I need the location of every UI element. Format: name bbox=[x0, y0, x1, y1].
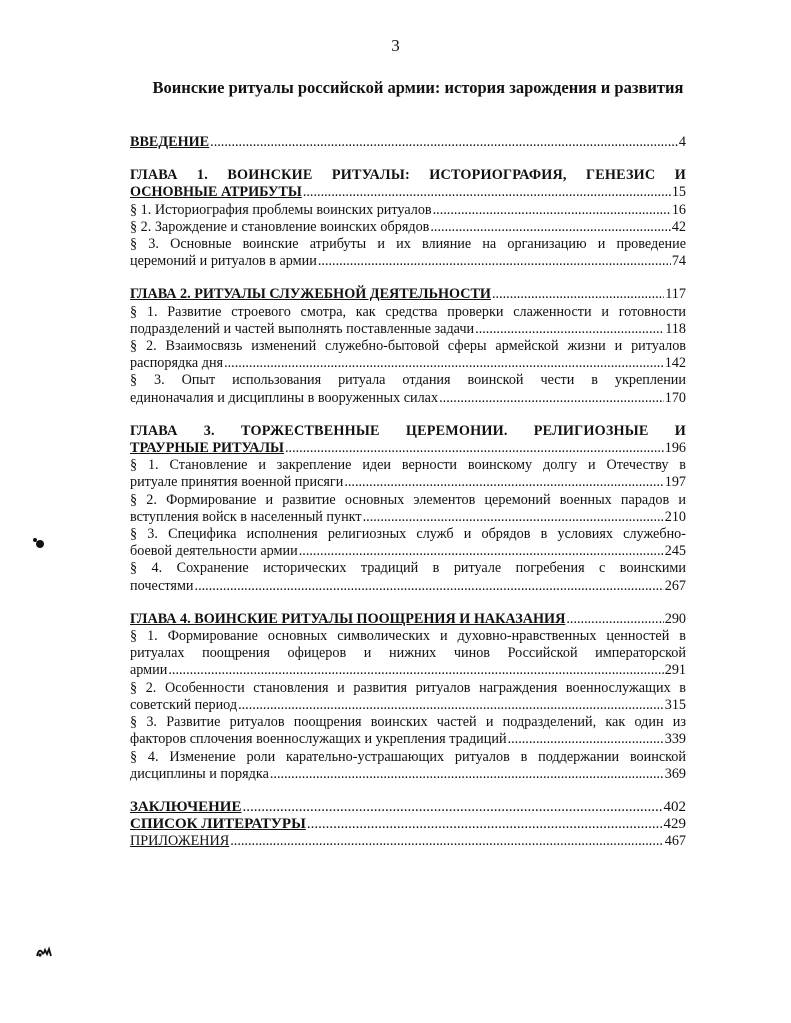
toc-entry-line: § 3. Специфика исполнения религиозных служб и обрядов в условиях служебно- bbox=[130, 526, 686, 543]
dot-leader bbox=[475, 321, 664, 338]
toc-page-number: 196 bbox=[664, 440, 686, 457]
toc-entry-line: § 1. Становление и закрепление идеи верности воинскому долгу и Отечеству в bbox=[130, 457, 686, 474]
toc-page-number: 339 bbox=[664, 731, 686, 748]
toc-entry-line: § 3. Основные воинские атрибуты и их влияние на организацию и проведение bbox=[130, 236, 686, 253]
toc-entry-title: факторов сплочения военнослужащих и укрепления традиций bbox=[130, 731, 507, 748]
toc-section-entry[interactable] bbox=[130, 202, 686, 219]
toc-chapter-entry[interactable] bbox=[130, 816, 686, 833]
toc-entry-title: церемоний и ритуалов в армии bbox=[130, 253, 317, 270]
dot-leader bbox=[433, 202, 671, 219]
toc-section-entry[interactable] bbox=[130, 236, 686, 270]
dot-leader bbox=[299, 543, 664, 560]
dot-leader bbox=[303, 184, 671, 201]
scan-mark bbox=[36, 540, 44, 548]
toc-chapter-entry[interactable] bbox=[130, 423, 686, 457]
toc-entry-title: вступления войск в населенный пункт bbox=[130, 508, 362, 525]
toc-entry-title: § 2. Зарождение и становление воинских обрядов bbox=[130, 218, 430, 235]
toc-section-entry[interactable] bbox=[130, 560, 686, 594]
toc-page-number: 402 bbox=[663, 798, 686, 815]
document-title: Воинские ритуалы российской армии: история зарождения и развития bbox=[152, 78, 684, 97]
toc-page-number: 429 bbox=[663, 816, 686, 833]
toc-entry-title: единоначалия и дисциплины в вооруженных силах bbox=[130, 389, 439, 406]
dot-leader bbox=[492, 286, 664, 303]
dot-leader bbox=[508, 731, 664, 748]
dot-leader bbox=[566, 611, 663, 628]
toc-entry-title: ритуале принятия военной присяги bbox=[130, 474, 344, 491]
toc-entry-title: армии bbox=[130, 662, 168, 679]
dot-leader bbox=[224, 355, 664, 372]
dot-leader bbox=[195, 578, 664, 595]
toc-entry-title: ГЛАВА 4. ВОИНСКИЕ РИТУАЛЫ ПООЩРЕНИЯ И НАКАЗАНИЯ bbox=[130, 610, 566, 627]
toc-page-number: 42 bbox=[671, 218, 686, 235]
toc-page-number: 315 bbox=[664, 696, 686, 713]
toc-section-entry[interactable] bbox=[130, 714, 686, 748]
page-number: 3 bbox=[391, 36, 400, 55]
toc-chapter-entry[interactable] bbox=[130, 611, 686, 628]
toc-section-entry[interactable] bbox=[130, 338, 686, 372]
dot-leader bbox=[318, 253, 671, 270]
toc-page-number: 4 bbox=[678, 134, 686, 150]
toc-entry-title: дисциплины и порядка bbox=[130, 765, 269, 782]
toc-entry-title: ЗАКЛЮЧЕНИЕ bbox=[130, 798, 242, 815]
toc-entry-title: ВВЕДЕНИЕ bbox=[130, 134, 210, 150]
toc-entry-title: ОСНОВНЫЕ АТРИБУТЫ bbox=[130, 184, 302, 201]
toc-entry-title: советский период bbox=[130, 696, 238, 713]
dot-leader bbox=[270, 766, 664, 783]
toc-page-number: 15 bbox=[671, 184, 686, 201]
toc-section-entry[interactable] bbox=[130, 628, 686, 680]
toc-page-number: 16 bbox=[671, 201, 686, 218]
dot-leader bbox=[238, 697, 664, 714]
dot-leader bbox=[363, 509, 664, 526]
toc-page-number: 117 bbox=[665, 286, 686, 303]
toc-entry-title: § 1. Историография проблемы воинских ритуалов bbox=[130, 201, 432, 218]
toc-entry-line: ГЛАВА 3. ТОРЖЕСТВЕННЫЕ ЦЕРЕМОНИИ. РЕЛИГИОЗНЫЕ И bbox=[130, 422, 686, 439]
toc-page-number: 197 bbox=[664, 474, 686, 491]
toc-entry-title: ПРИЛОЖЕНИЯ bbox=[130, 833, 230, 850]
toc-page-number: 74 bbox=[671, 253, 686, 270]
toc-entry-title: ГЛАВА 2. РИТУАЛЫ СЛУЖЕБНОЙ ДЕЯТЕЛЬНОСТИ bbox=[130, 286, 491, 303]
toc-section-entry[interactable] bbox=[130, 526, 686, 560]
toc-entry-title: почестями bbox=[130, 577, 194, 594]
toc-section-entry[interactable] bbox=[130, 304, 686, 338]
toc-entry-line: § 4. Сохранение исторических традиций в ритуале погребения с воинскими bbox=[130, 560, 686, 577]
toc-page-number: 118 bbox=[665, 320, 686, 337]
toc-entry-title: распорядка дня bbox=[130, 355, 224, 372]
toc-entry-line: § 2. Взаимосвязь изменений служебно-бытовой сферы армейской жизни и ритуалов bbox=[130, 338, 686, 355]
dot-leader bbox=[430, 219, 670, 236]
toc-entry-line: § 1. Развитие строевого смотра, как средства проверки слаженности и готовности bbox=[130, 303, 686, 320]
toc-chapter-entry[interactable] bbox=[130, 134, 686, 151]
scan-artifact-icon bbox=[36, 946, 52, 958]
dot-leader bbox=[230, 833, 663, 850]
toc-section-entry[interactable] bbox=[130, 680, 686, 714]
toc-chapter-entry[interactable] bbox=[130, 286, 686, 303]
toc-page-number: 267 bbox=[664, 577, 686, 594]
toc-entry-line: § 1. Формирование основных символических и духовно-нравственных ценностей в bbox=[130, 628, 686, 645]
toc-entry-line: § 2. Особенности становления и развития ритуалов награждения военнослужащих в bbox=[130, 679, 686, 696]
toc-entry-title: боевой деятельности армии bbox=[130, 543, 298, 560]
toc-section-entry[interactable] bbox=[130, 457, 686, 491]
toc-entry-title: ТРАУРНЫЕ РИТУАЛЫ bbox=[130, 440, 284, 457]
toc-entry-line: § 3. Развитие ритуалов поощрения воинских частей и подразделений, как один из bbox=[130, 714, 686, 731]
toc-page-number: 369 bbox=[664, 765, 686, 782]
toc-page-number: 290 bbox=[664, 610, 686, 627]
toc-entry-line: ритуалах поощрения офицеров и нижних чинов Российской императорской bbox=[130, 645, 686, 662]
toc-section-entry[interactable] bbox=[130, 372, 686, 406]
toc-entry-title: подразделений и частей выполнять поставленные задачи bbox=[130, 320, 475, 337]
toc-page-number: 245 bbox=[664, 543, 686, 560]
dot-leader bbox=[439, 390, 664, 407]
dot-leader bbox=[242, 799, 662, 816]
toc-page-number: 210 bbox=[664, 508, 686, 525]
toc-entry-line: § 2. Формирование и развитие основных элементов церемоний военных парадов и bbox=[130, 491, 686, 508]
toc-chapter-entry[interactable] bbox=[130, 167, 686, 201]
dot-leader bbox=[307, 816, 663, 833]
dot-leader bbox=[168, 662, 663, 679]
toc-section-entry[interactable] bbox=[130, 749, 686, 783]
table-of-contents bbox=[130, 134, 686, 851]
toc-entry-line: § 4. Изменение роли карательно-устрашающих ритуалов в поддержании воинской bbox=[130, 748, 686, 765]
toc-entry-line: ГЛАВА 1. ВОИНСКИЕ РИТУАЛЫ: ИСТОРИОГРАФИЯ, ГЕНЕЗИС И bbox=[130, 167, 686, 184]
toc-entry-title: СПИСОК ЛИТЕРАТУРЫ bbox=[130, 816, 306, 833]
toc-section-entry[interactable] bbox=[130, 492, 686, 526]
toc-page-number: 291 bbox=[664, 662, 686, 679]
dot-leader bbox=[344, 474, 663, 491]
toc-chapter-entry[interactable] bbox=[130, 799, 686, 816]
toc-section-entry[interactable] bbox=[130, 219, 686, 236]
dot-leader bbox=[285, 440, 664, 457]
toc-page-number: 170 bbox=[664, 389, 686, 406]
toc-page-number: 467 bbox=[664, 833, 686, 850]
toc-chapter-entry[interactable] bbox=[130, 833, 686, 850]
toc-entry-line: § 3. Опыт использования ритуала отдания воинской чести в укреплении bbox=[130, 372, 686, 389]
dot-leader bbox=[210, 134, 678, 151]
toc-page-number: 142 bbox=[664, 355, 686, 372]
